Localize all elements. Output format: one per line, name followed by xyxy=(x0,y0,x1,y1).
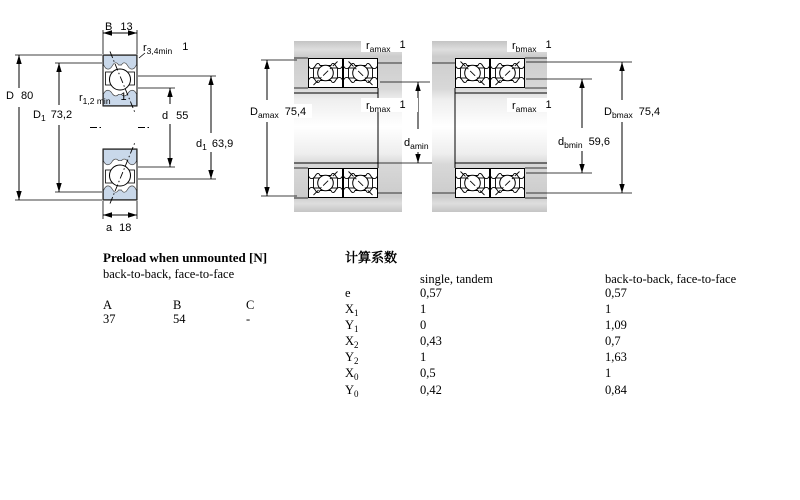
factor-value-paired: 1,63 xyxy=(605,350,627,364)
dim-label-r34: $r_{3,4min}$ 1 xyxy=(143,41,189,56)
dim-label-ramax-mid: $r_{amax}$ 1 xyxy=(512,99,552,114)
factor-label: $Y_0$ xyxy=(345,383,359,399)
preload-table-title: Preload when unmounted [N] xyxy=(103,250,268,265)
preload-value-B: 54 xyxy=(173,312,186,326)
factors-table-title: 计算系数 xyxy=(345,250,398,265)
dim-label-dbmin: $d_{bmin}$ 59,6 xyxy=(558,136,610,150)
dim-label-rbmax-top: $r_{bmax}$ 1 xyxy=(512,39,552,54)
dim-label-ramax: $r_{amax}$ 1 xyxy=(366,39,406,54)
factor-label: $X_2$ xyxy=(345,334,359,350)
dim-label-rbmax: $r_{bmax}$ 1 xyxy=(366,99,406,114)
factor-row xyxy=(345,366,359,384)
factor-value-single: 0,42 xyxy=(420,383,442,397)
preload-table xyxy=(103,251,323,331)
factor-value-paired: 1 xyxy=(605,302,612,316)
paired-bearing-drawing-b xyxy=(432,38,666,212)
preload-col-A: A xyxy=(103,298,113,312)
factor-value-paired: 0,7 xyxy=(605,334,621,348)
dim-label-d: d 55 xyxy=(162,110,189,122)
factor-label: $Y_2$ xyxy=(345,350,359,366)
dim-label-Damax: $D_{amax}$ 75,4 xyxy=(250,106,307,120)
factor-row xyxy=(345,383,359,401)
preload-value-C: - xyxy=(246,312,251,326)
preload-col-B: B xyxy=(173,298,182,312)
dim-label-r12: $r_{1,2 min}$ 1 xyxy=(79,91,127,106)
factor-value-paired: 1 xyxy=(605,366,612,380)
bearing-drawings-figure xyxy=(0,0,800,245)
factor-value-paired: 0,84 xyxy=(605,383,627,397)
dim-label-Dbmax: $D_{bmax}$ 75,4 xyxy=(604,106,661,120)
factor-value-single: 0 xyxy=(420,318,427,332)
factor-label: e xyxy=(345,286,351,300)
dim-label-d1: $d_1$ 63,9 xyxy=(196,138,234,152)
preload-col-C: C xyxy=(246,298,255,312)
dim-label-damin: $d_{amin}$ xyxy=(404,137,429,151)
factor-label: $X_0$ xyxy=(345,366,359,382)
single-bearing-drawing xyxy=(6,21,233,234)
calculation-factors-table xyxy=(345,250,785,410)
factor-value-single: 1 xyxy=(420,302,427,316)
factor-value-paired: 1,09 xyxy=(605,318,627,332)
dim-label-D: D 80 xyxy=(6,90,34,102)
factor-value-single: 0,5 xyxy=(420,366,436,380)
dim-label-a: a 18 xyxy=(106,222,132,234)
preload-table-subtitle: back-to-back, face-to-face xyxy=(103,267,235,281)
factors-col2-header: back-to-back, face-to-face xyxy=(605,272,737,286)
factor-label: $Y_1$ xyxy=(345,318,359,334)
factor-label: $X_1$ xyxy=(345,302,359,318)
factor-value-single: 0,57 xyxy=(420,286,442,300)
factor-value-single: 0,43 xyxy=(420,334,442,348)
dim-label-B: B 13 xyxy=(105,21,133,33)
factor-value-single: 1 xyxy=(420,350,427,364)
factors-col1-header: single, tandem xyxy=(420,272,493,286)
preload-value-A: 37 xyxy=(103,312,116,326)
dim-label-D1: $D_1$ 73,2 xyxy=(33,109,73,123)
factor-value-paired: 0,57 xyxy=(605,286,627,300)
